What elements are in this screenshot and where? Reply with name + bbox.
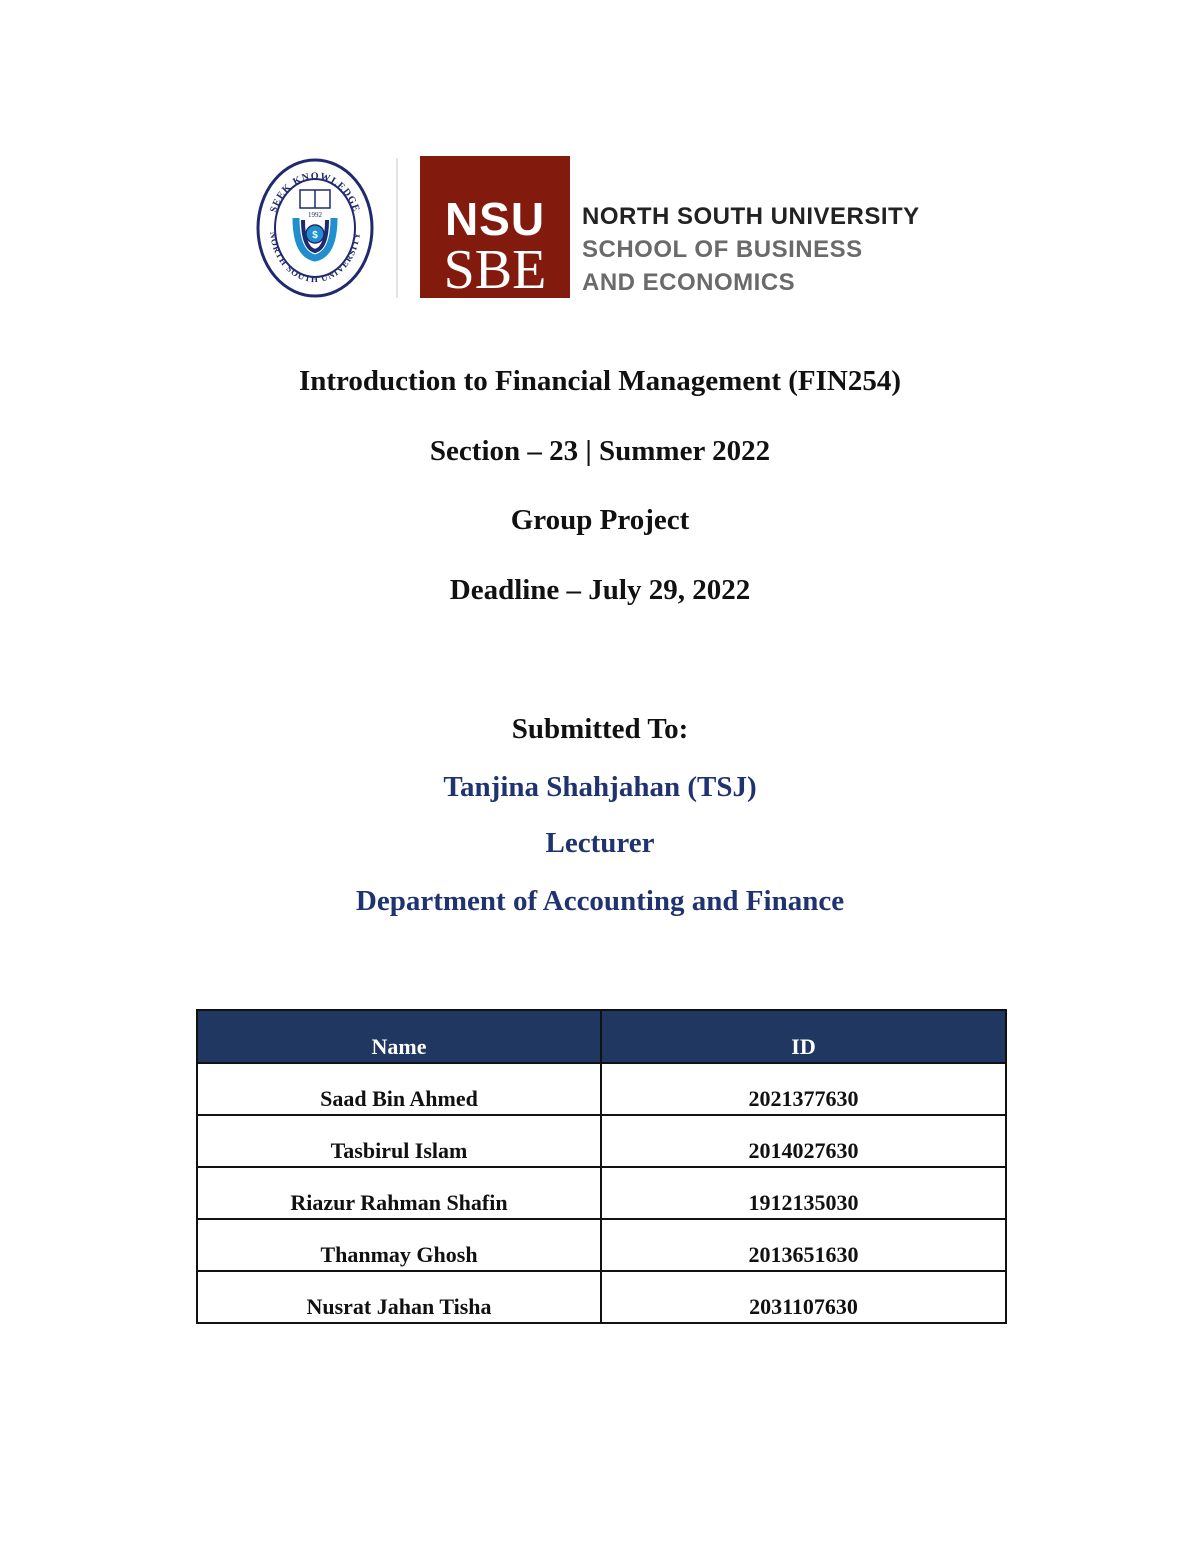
instructor-department: Department of Accounting and Finance [355,885,845,917]
table-row [197,1115,1006,1167]
instructor-designation: Lecturer [545,827,655,859]
member-id: 2021377630 [601,1063,1006,1115]
member-id: 2031107630 [601,1271,1006,1323]
university-seal-icon [256,156,374,301]
instructor-name: Tanjina Shahjahan (TSJ) [443,771,757,803]
members-table [196,1009,1007,1324]
member-id: 2013651630 [601,1219,1006,1271]
member-id: 1912135030 [601,1167,1006,1219]
university-name: NORTH SOUTH UNIVERSITY [582,203,920,230]
logo-sbe-text: SBE [443,239,547,301]
member-name: Saad Bin Ahmed [197,1063,601,1115]
member-name: Nusrat Jahan Tisha [197,1271,601,1323]
svg-text:NORTH SOUTH UNIVERSITY: NORTH SOUTH UNIVERSITY [268,231,362,285]
member-id: 2014027630 [601,1115,1006,1167]
svg-text:$: $ [312,230,318,241]
university-name-block [582,200,920,299]
table-row [197,1167,1006,1219]
project-type: Group Project [510,504,690,536]
nsu-sbe-logo [420,156,570,301]
section-info: Section – 23 | Summer 2022 [429,435,771,467]
logo-nsu-text: NSU [444,193,546,245]
column-header-id: ID [601,1010,1006,1063]
course-title: Introduction to Financial Management (FIN254) [298,365,901,397]
member-name: Tasbirul Islam [197,1115,601,1167]
member-name: Thanmay Ghosh [197,1219,601,1271]
submitted-to-label: Submitted To: [511,713,689,745]
member-name: Riazur Rahman Shafin [197,1167,601,1219]
table-row [197,1271,1006,1323]
table-row [197,1219,1006,1271]
svg-text:SEEK KNOWLEDGE: SEEK KNOWLEDGE [268,171,362,214]
logo-divider [396,158,398,298]
header-logos [256,156,936,301]
school-name-line2: AND ECONOMICS [582,269,796,296]
table-row [197,1063,1006,1115]
school-name-line1: SCHOOL OF BUSINESS [582,236,863,263]
deadline: Deadline – July 29, 2022 [449,574,751,606]
table-header-row [197,1010,1006,1063]
svg-text:1992: 1992 [308,211,322,219]
column-header-name: Name [197,1010,601,1063]
